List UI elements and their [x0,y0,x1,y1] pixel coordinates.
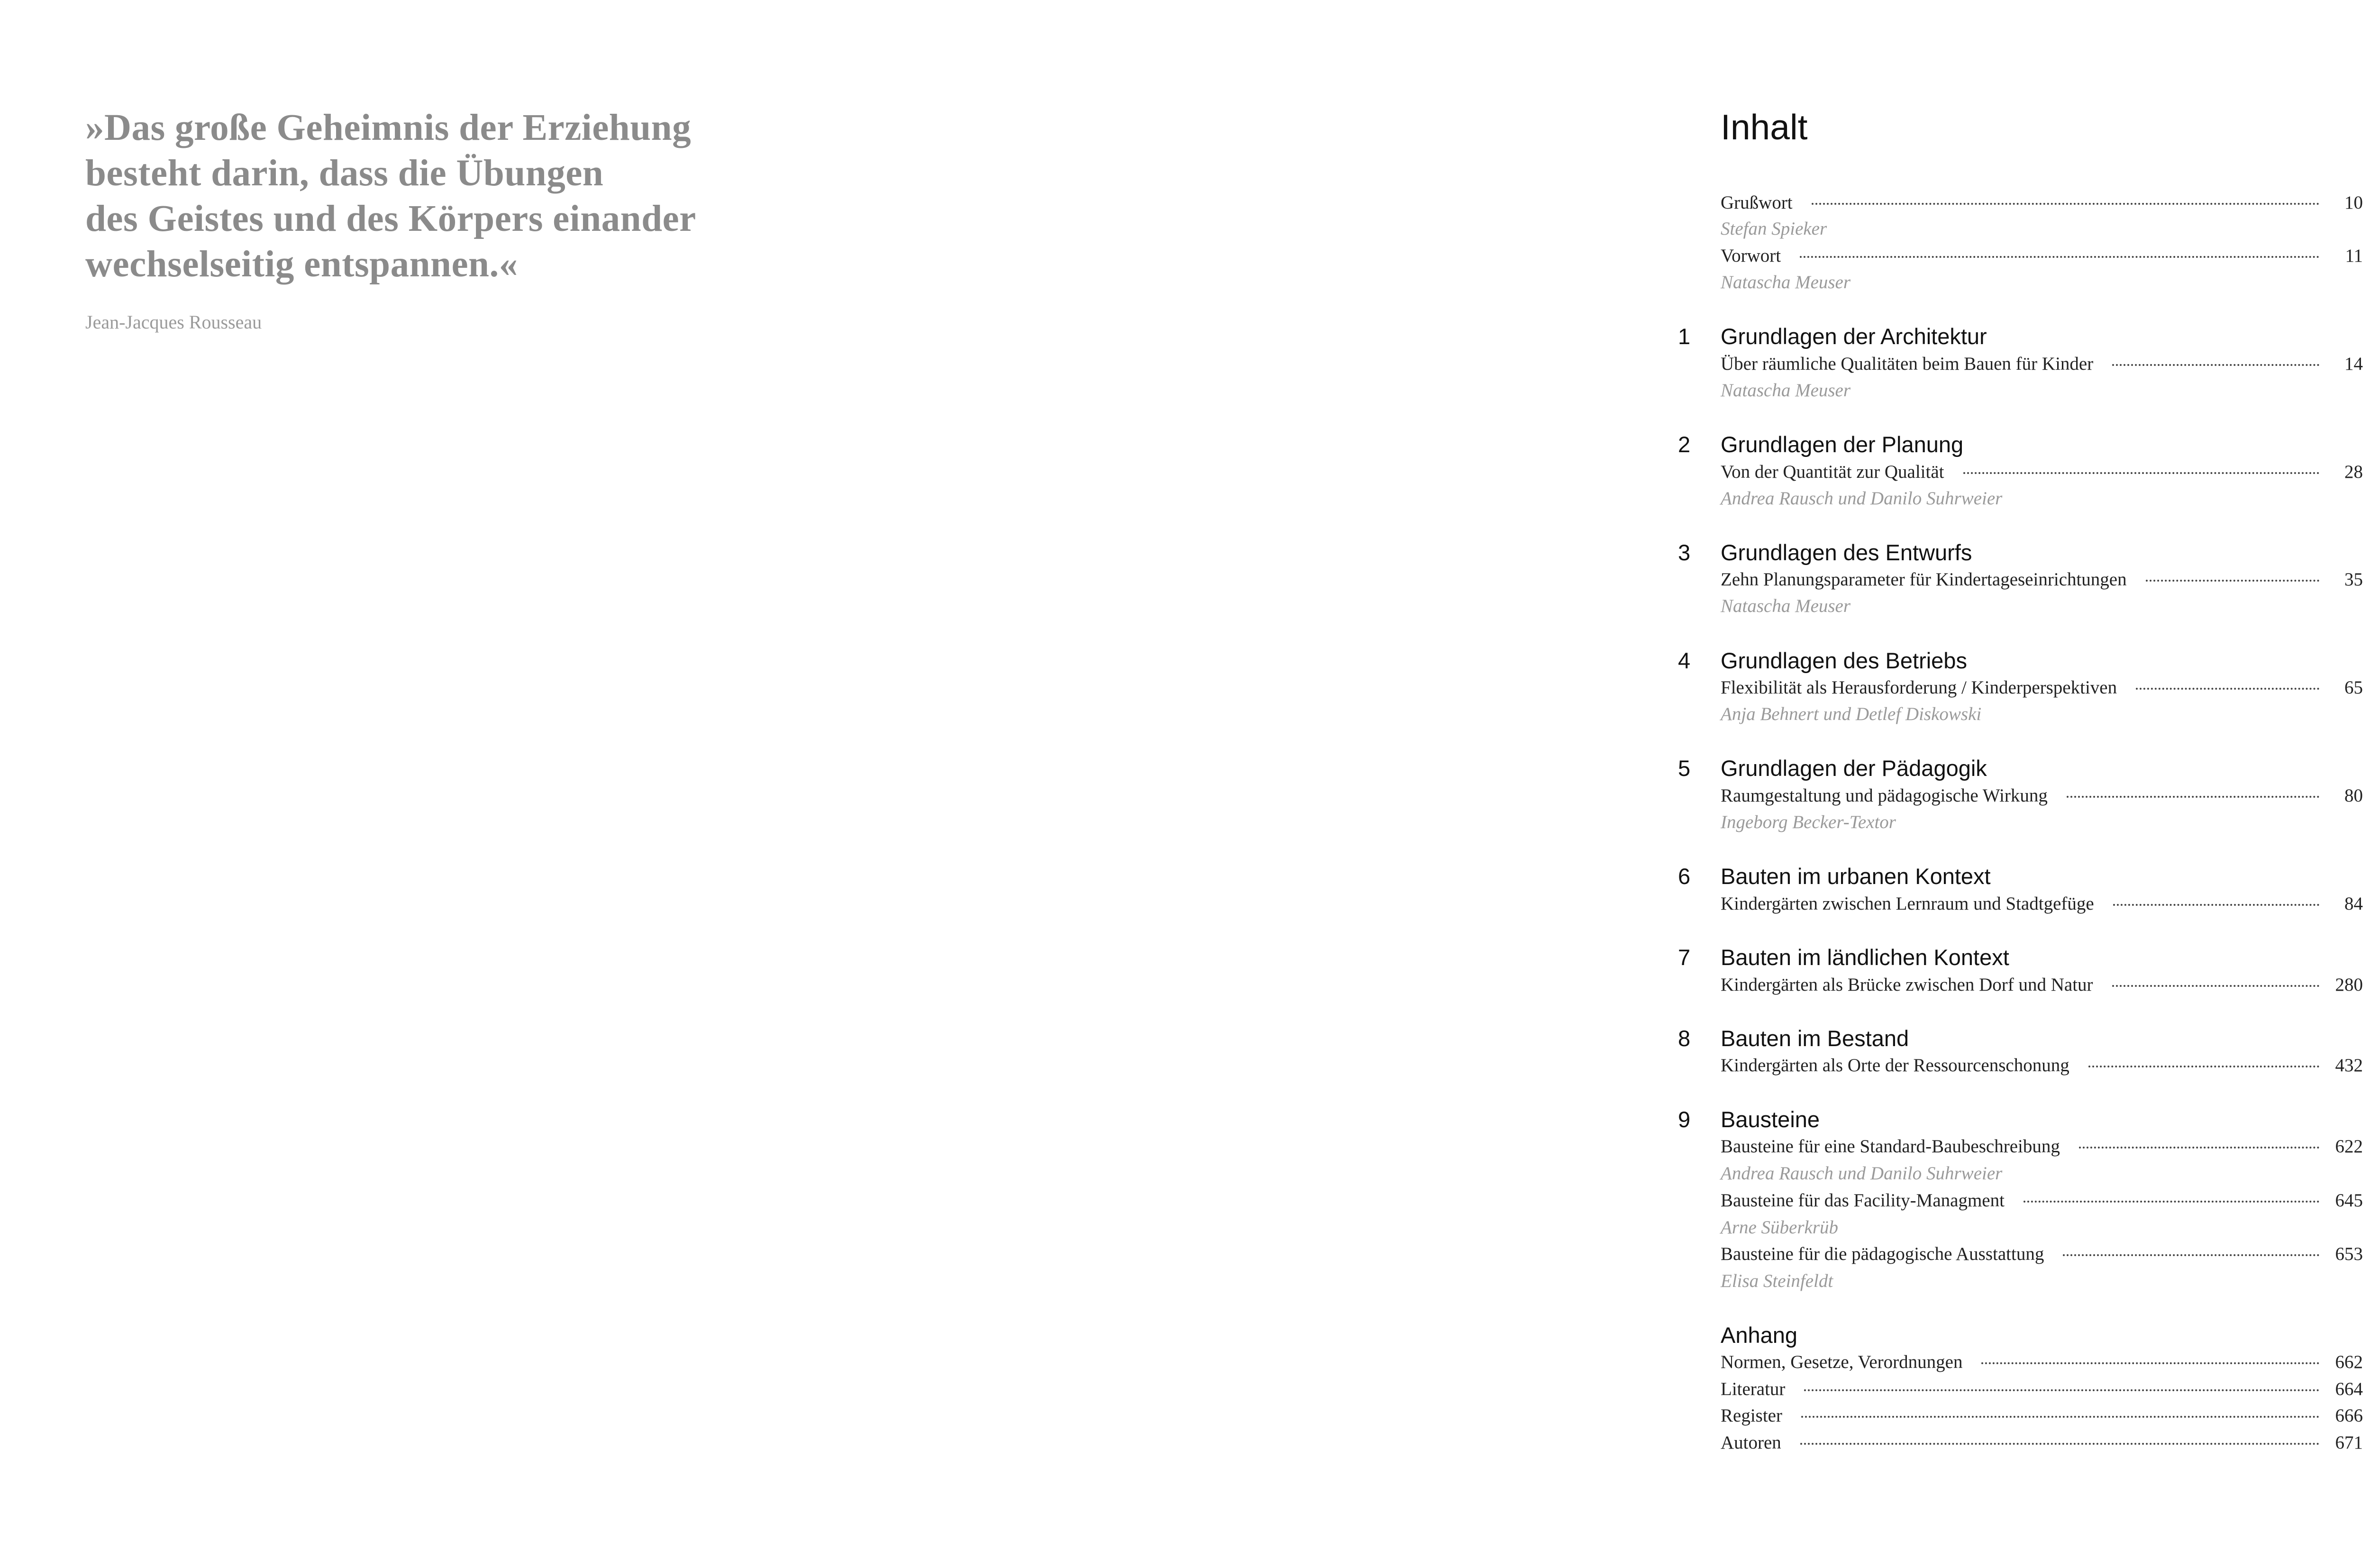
page-number: 622 [2335,1136,2363,1157]
page-number: 671 [2335,1432,2363,1453]
section-number: 2 [1678,432,1691,457]
entry-title: Kindergärten als Orte der Ressourcenschonung [1721,1055,2069,1076]
section-title[interactable]: Bausteine [1721,1107,1820,1132]
toc-entry[interactable] [1721,353,2363,377]
quote-line: besteht darin, dass die Übungen [85,153,604,194]
section-title[interactable]: Grundlagen des Betriebs [1721,648,1967,673]
entry-title: Literatur [1721,1379,1786,1399]
toc-entry[interactable] [1721,569,2363,593]
section-title[interactable]: Grundlagen der Pädagogik [1721,756,1987,781]
entry-author: Natascha Meuser [1721,380,1851,401]
leader-dots [2079,1147,2319,1149]
leader-dots [2024,1201,2319,1203]
entry-title: Normen, Gesetze, Verordnungen [1721,1352,1963,1372]
toc-entry[interactable] [1721,785,2363,809]
entry-title: Vorwort [1721,246,1781,266]
entry-title: Zehn Planungsparameter für Kindertageseinrichtungen [1721,569,2127,590]
page-number: 14 [2344,354,2363,374]
leader-dots [2067,796,2319,798]
section-title[interactable]: Grundlagen des Entwurfs [1721,540,1972,565]
toc-entry[interactable] [1721,1378,2363,1402]
page-number: 662 [2335,1352,2363,1372]
appendix-title[interactable]: Anhang [1721,1322,1798,1348]
quote-line: wechselseitig entspannen.« [85,244,518,285]
toc-entry[interactable] [1721,1351,2363,1375]
page-number: 65 [2344,677,2363,698]
leader-dots [1804,1389,2319,1391]
toc-entry-vorwort[interactable] [1721,245,2363,269]
toc-entry[interactable] [1721,893,2363,917]
page-number: 80 [2344,785,2363,806]
entry-author: Natascha Meuser [1721,596,1851,616]
section-number: 4 [1678,648,1691,673]
page-number: 645 [2335,1190,2363,1211]
section-number: 1 [1678,324,1691,349]
entry-title: Bausteine für eine Standard-Baubeschreibung [1721,1136,2060,1157]
quote-line: »Das große Geheimnis der Erziehung [85,107,692,148]
section-number: 7 [1678,945,1691,970]
entry-title: Raumgestaltung und pädagogische Wirkung [1721,785,2048,806]
entry-title: Flexibilität als Herausforderung / Kinderperspektiven [1721,677,2117,698]
leader-dots [2113,904,2319,906]
entry-title: Bausteine für das Facility-Managment [1721,1190,2005,1211]
entry-title: Bausteine für die pädagogische Ausstattung [1721,1244,2044,1264]
entry-author: Andrea Rausch und Danilo Suhrweier [1721,1163,2003,1184]
leader-dots [2112,985,2319,987]
toc-entry[interactable] [1721,461,2363,485]
toc-entry[interactable] [1721,1243,2363,1267]
page-number: 664 [2335,1379,2363,1399]
entry-title: Register [1721,1405,1782,1426]
entry-author: Elisa Steinfeldt [1721,1271,1833,1291]
leader-dots [1800,1443,2319,1445]
section-number: 3 [1678,540,1691,565]
toc-entry[interactable] [1721,677,2363,701]
entry-author: Andrea Rausch und Danilo Suhrweier [1721,488,2003,509]
entry-title: Kindergärten als Brücke zwischen Dorf und Natur [1721,975,2093,995]
section-number: 9 [1678,1107,1691,1132]
section-title[interactable]: Bauten im Bestand [1721,1026,1909,1051]
leader-dots [2112,364,2319,366]
leader-dots [1963,472,2320,474]
entry-author: Anja Behnert und Detlef Diskowski [1721,704,1982,724]
epigraph [85,105,796,333]
page-number: 280 [2335,975,2363,995]
epigraph-author: Jean-Jacques Rousseau [85,311,262,333]
section-title[interactable]: Grundlagen der Architektur [1721,324,1987,349]
entry-author: Natascha Meuser [1721,272,1851,292]
entry-author: Arne Süberkrüb [1721,1217,1839,1238]
page-number: 666 [2335,1405,2363,1426]
toc-entry[interactable] [1721,1136,2363,1159]
toc-entry[interactable] [1721,1055,2363,1078]
entry-title: Kindergärten zwischen Lernraum und Stadtgefüge [1721,893,2094,914]
leader-dots [2146,580,2319,582]
leader-dots [2136,688,2319,690]
section-number: 6 [1678,864,1691,889]
toc-entry[interactable] [1721,1190,2363,1213]
section-title[interactable]: Bauten im urbanen Kontext [1721,864,1991,889]
entry-author: Ingeborg Becker-Textor [1721,812,1896,832]
entry-title: Autoren [1721,1432,1781,1453]
section-number: 8 [1678,1026,1691,1051]
page-number: 10 [2344,192,2363,213]
toc-entry[interactable] [1721,974,2363,998]
section-number: 5 [1678,756,1691,781]
toc-entry-grusswort[interactable] [1721,192,2363,216]
toc-entry[interactable] [1721,1405,2363,1429]
leader-dots [1800,256,2319,258]
leader-dots [2088,1066,2319,1067]
quote-line: des Geistes und des Körpers einander [85,198,696,239]
epigraph-quote [85,105,796,287]
leader-dots [2063,1254,2319,1256]
page-number: 35 [2344,569,2363,590]
entry-title: Von der Quantität zur Qualität [1721,462,1944,482]
section-title[interactable]: Bauten im ländlichen Kontext [1721,945,2009,970]
page-number: 653 [2335,1244,2363,1264]
entry-author: Stefan Spieker [1721,219,1827,239]
toc-entry[interactable] [1721,1432,2363,1456]
leader-dots [1812,203,2319,205]
page-number: 28 [2344,462,2363,482]
toc-title: Inhalt [1721,107,1808,147]
page-number: 432 [2335,1055,2363,1076]
entry-title: Grußwort [1721,192,1793,213]
section-title[interactable]: Grundlagen der Planung [1721,432,1964,457]
page-number: 84 [2344,893,2363,914]
page-number: 11 [2345,246,2363,266]
leader-dots [1981,1362,2319,1364]
entry-title: Über räumliche Qualitäten beim Bauen für Kinder [1721,354,2094,374]
leader-dots [1801,1416,2319,1418]
